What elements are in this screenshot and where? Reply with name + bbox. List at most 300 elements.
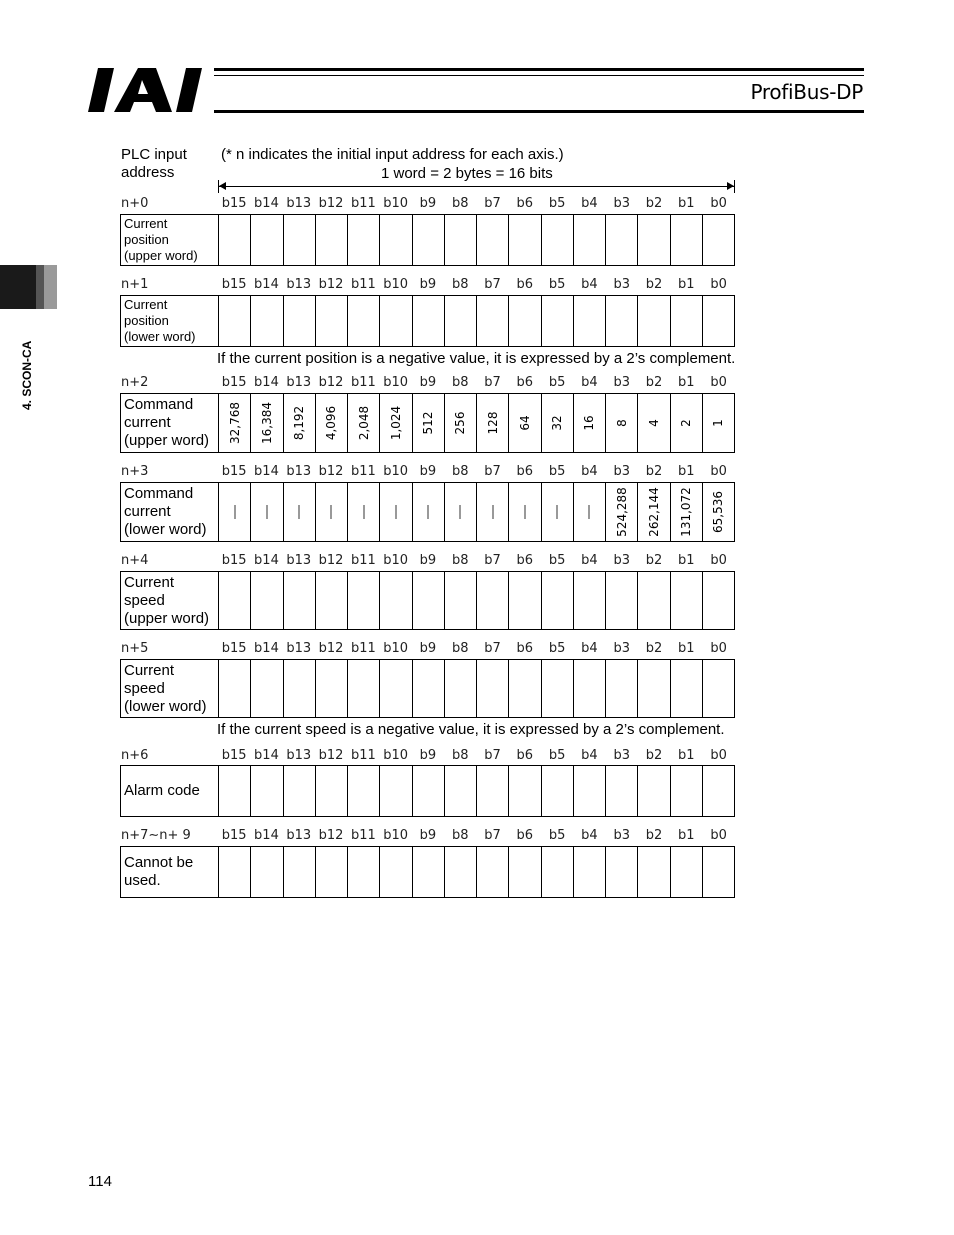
bit-label: b14 [254,641,279,656]
register-table [120,393,735,453]
bit-label: b0 [710,375,727,390]
bit-cell [284,847,316,897]
bit-cell [413,660,445,717]
bit-label: b14 [254,464,279,479]
bit-cell [606,847,638,897]
bit-cell [445,296,477,346]
bit-cell [638,766,670,816]
register-name-line: current [124,503,171,520]
address-note: (* n indicates the initial input address for each axis.) [221,146,564,163]
bit-label: b6 [516,641,534,656]
bit-label: b14 [254,748,279,763]
bit-label: b0 [710,277,727,292]
word-span-tick-right [734,180,735,193]
bit-cell [413,215,445,265]
bit-cell [509,296,541,346]
register-address: n+6 [121,748,149,763]
bit-cell [477,215,509,265]
bit-cell [413,394,445,452]
bit-header-row [218,277,735,295]
register-address: n+3 [121,464,149,479]
bit-cell [574,847,606,897]
bit-cell [316,766,348,816]
bit-label: b6 [516,375,534,390]
chapter-tab-marker [0,265,57,309]
bit-cell [316,394,348,452]
register-table [120,571,735,630]
bit-weight-value: 2,048 [356,405,371,441]
bit-cell [542,394,574,452]
bit-cell [284,296,316,346]
bit-label: b4 [581,196,598,211]
bit-label: b5 [548,641,566,656]
bit-label: b6 [516,464,534,479]
bit-label: b1 [678,277,695,292]
register-name-line: Current [124,661,175,679]
bit-cell-continuation-mark [460,505,461,519]
bit-cell [542,660,574,717]
bit-weight-value: 256 [453,411,468,435]
bit-label: b5 [548,196,566,211]
bit-cell [413,766,445,816]
bit-cell [380,847,412,897]
bit-label: b0 [710,828,727,843]
header-title: ProfiBus-DP [750,80,863,104]
bit-label: b12 [318,375,344,390]
bit-weight-value: 8,192 [292,405,307,441]
register-name-line: Command [124,485,194,502]
bit-label: b2 [645,828,663,843]
bit-label: b3 [613,375,630,390]
bit-cell [509,572,541,629]
bit-label: b1 [678,553,695,568]
word-span-line [219,186,734,187]
twos-complement-note: If the current speed is a negative value, it is expressed by a 2’s complement. [217,721,725,738]
register-table [120,214,735,266]
bit-cell [671,483,703,541]
bit-label: b5 [548,553,566,568]
bit-label: b3 [613,641,630,656]
bit-cell [703,660,734,717]
bit-cell [606,215,638,265]
register-table [120,659,735,718]
bit-cell [219,394,251,452]
register-name [121,660,219,717]
bit-cell [542,483,574,541]
bit-cell [509,215,541,265]
bit-label: b3 [613,196,630,211]
bit-label: b3 [613,464,630,479]
bit-weight-value: 8 [614,419,629,427]
register-name-line: position [124,313,169,328]
bit-label: b8 [451,641,469,656]
bit-cell [638,215,670,265]
iai-logo [86,66,206,114]
bit-cell-continuation-mark [524,505,525,519]
bit-label: b3 [613,553,630,568]
bit-cell [542,572,574,629]
bit-label: b5 [548,277,566,292]
bit-label: b15 [221,553,247,568]
bit-cell [219,483,251,541]
bit-weight-value: 1 [711,419,726,427]
bit-cell [284,483,316,541]
bit-cell [348,660,380,717]
bit-label: b6 [516,748,534,763]
register-name-line: Current [124,216,168,231]
bit-cell [574,296,606,346]
bit-cell-continuation-mark [589,505,590,519]
bit-label: b9 [419,196,437,211]
bit-cell [251,847,283,897]
register-address: n+0 [121,196,149,211]
bit-cell [606,660,638,717]
bit-label: b7 [484,375,501,390]
bit-cell [380,483,412,541]
bit-cell [380,660,412,717]
register-name-line: position [124,232,169,247]
bit-cell [348,847,380,897]
bit-cell [251,394,283,452]
bit-label: b11 [350,464,376,479]
bit-label: b8 [451,375,469,390]
register-name-line: Current [124,297,168,312]
bit-cell [509,660,541,717]
bit-label: b7 [484,277,501,292]
bit-cell [413,296,445,346]
bit-cell [703,296,734,346]
bit-header-row [218,828,735,846]
bit-weight-value: 65,536 [711,491,726,533]
register-name [121,572,219,629]
bit-cell [542,296,574,346]
bit-label: b5 [548,828,566,843]
bit-weight-value: 32 [550,415,565,431]
register-name [121,847,219,897]
register-name-line: (lower word) [124,329,196,344]
bit-label: b15 [221,196,247,211]
bit-cell [413,572,445,629]
bit-label: b3 [613,748,630,763]
chapter-label: 4. SCON-CA [20,340,34,410]
bit-label: b14 [254,375,279,390]
register-name-line: Cannot be [124,854,194,871]
bit-label: b12 [318,464,344,479]
register-address: n+2 [121,375,149,390]
bit-label: b10 [383,748,409,763]
plc-input-address-label: PLC input address [121,146,187,181]
bit-cell [477,296,509,346]
bit-cell [477,572,509,629]
bit-label: b15 [221,277,247,292]
register-table [120,482,735,542]
bit-cell [606,483,638,541]
bit-cell [671,660,703,717]
bit-label: b12 [318,196,344,211]
bit-label: b15 [221,464,247,479]
bit-label: b7 [484,464,501,479]
bit-label: b1 [678,464,695,479]
bit-cell [477,394,509,452]
bit-cell [703,483,734,541]
bit-label: b5 [548,464,566,479]
bit-weight-value: 4 [646,419,661,427]
bit-cell [219,215,251,265]
bit-label: b13 [286,748,312,763]
register-name-line: current [124,414,171,431]
bit-cell [348,296,380,346]
register-name-line: (lower word) [124,697,207,715]
bit-cell [671,215,703,265]
bit-cell [574,660,606,717]
bit-label: b7 [484,828,501,843]
bit-label: b11 [350,641,376,656]
bit-cell [574,215,606,265]
bit-label: b4 [581,277,598,292]
bit-label: b6 [516,196,534,211]
bit-cell-continuation-mark [331,505,332,519]
bit-cell [284,572,316,629]
bit-label: b14 [254,553,279,568]
bit-cell [606,572,638,629]
bit-cell [251,483,283,541]
bit-label: b2 [645,748,663,763]
bit-cell [380,572,412,629]
bit-weight-value: 64 [517,415,532,431]
bit-label: b8 [451,553,469,568]
register-table [120,846,735,898]
bit-cell [638,394,670,452]
bit-label: b13 [286,828,312,843]
bit-cell [638,847,670,897]
bit-cell [477,847,509,897]
bit-label: b12 [318,641,344,656]
bit-cell [542,847,574,897]
bit-cell [380,766,412,816]
bit-cell [606,766,638,816]
bit-label: b12 [318,748,344,763]
bit-label: b8 [451,748,469,763]
bit-cell [316,572,348,629]
bit-label: b2 [645,464,663,479]
bit-label: b4 [581,641,598,656]
register-name-line: Alarm code [124,782,200,799]
bit-cell [574,766,606,816]
bit-cell [348,483,380,541]
bit-weight-value: 32,768 [227,402,242,444]
twos-complement-note: If the current position is a negative value, it is expressed by a 2’s complement. [217,350,736,367]
register-name [121,215,219,265]
bit-cell [574,483,606,541]
bit-cell [284,394,316,452]
bit-cell [251,215,283,265]
bit-cell [445,483,477,541]
bit-label: b14 [254,196,279,211]
bit-cell [509,394,541,452]
bit-label: b9 [419,641,437,656]
register-name [121,394,219,452]
bit-cell [219,660,251,717]
bit-cell-continuation-mark [395,505,396,519]
bit-weight-value: 4,096 [324,405,339,441]
bit-cell [251,766,283,816]
bit-cell [445,660,477,717]
word-size-note: 1 word = 2 bytes = 16 bits [381,165,553,182]
register-name-line: (upper word) [124,248,198,263]
bit-label: b5 [548,748,566,763]
header-rule [214,68,864,71]
bit-label: b2 [645,553,663,568]
bit-cell [219,847,251,897]
bit-label: b7 [484,641,501,656]
register-name-line: speed [124,679,165,697]
bit-label: b3 [613,277,630,292]
bit-label: b0 [710,196,727,211]
header-rule-bottom [214,110,864,113]
bit-cell [703,215,734,265]
bit-label: b14 [254,828,279,843]
bit-cell-continuation-mark [299,505,300,519]
bit-cell [445,766,477,816]
bit-cell [509,766,541,816]
bit-cell [348,215,380,265]
bit-weight-value: 131,072 [679,487,694,537]
bit-cell [509,483,541,541]
bit-cell-continuation-mark [557,505,558,519]
bit-cell [477,660,509,717]
register-table [120,295,735,347]
bit-cell [542,215,574,265]
bit-weight-value: 16,384 [259,402,274,444]
bit-cell [316,296,348,346]
bit-label: b0 [710,641,727,656]
bit-cell [638,296,670,346]
bit-label: b1 [678,828,695,843]
bit-label: b8 [451,464,469,479]
bit-cell [251,572,283,629]
bit-cell [445,394,477,452]
bit-cell-continuation-mark [428,505,429,519]
bit-label: b8 [451,277,469,292]
bit-label: b0 [710,464,727,479]
bit-cell [638,572,670,629]
bit-cell [219,766,251,816]
bit-label: b1 [678,196,695,211]
header-rule-thin [214,75,864,76]
bit-header-row [218,375,735,393]
bit-cell-continuation-mark [234,505,235,519]
bit-cell [671,572,703,629]
bit-cell [348,394,380,452]
bit-cell-continuation-mark [492,505,493,519]
bit-label: b5 [548,375,566,390]
bit-cell [316,215,348,265]
bit-cell [638,483,670,541]
bit-label: b13 [286,277,312,292]
bit-cell [671,296,703,346]
register-name-line: speed [124,591,165,609]
bit-cell [413,847,445,897]
bit-cell [284,660,316,717]
bit-cell [348,766,380,816]
bit-label: b8 [451,196,469,211]
bit-label: b9 [419,748,437,763]
bit-label: b12 [318,553,344,568]
bit-label: b15 [221,375,247,390]
register-name-line: Current [124,573,175,591]
bit-label: b13 [286,641,312,656]
bit-weight-value: 524,288 [614,487,629,537]
bit-cell [380,215,412,265]
arrow-right-icon [727,182,734,190]
bit-cell [380,296,412,346]
bit-label: b10 [383,464,409,479]
bit-label: b11 [350,277,376,292]
bit-cell [348,572,380,629]
bit-cell [284,766,316,816]
bit-header-row [218,196,735,214]
bit-cell [251,660,283,717]
register-table [120,765,735,817]
bit-label: b1 [678,375,695,390]
bit-label: b9 [419,828,437,843]
bit-header-row [218,464,735,482]
bit-label: b6 [516,828,534,843]
bit-weight-value: 262,144 [646,487,661,537]
bit-cell [380,394,412,452]
bit-cell [445,572,477,629]
bit-weight-value: 512 [421,411,436,435]
bit-label: b11 [350,748,376,763]
bit-label: b10 [383,641,409,656]
bit-cell [477,766,509,816]
bit-label: b3 [613,828,630,843]
register-name-line: used. [124,872,161,889]
bit-label: b8 [451,828,469,843]
bit-cell [509,847,541,897]
bit-label: b11 [350,375,376,390]
bit-header-row [218,641,735,659]
bit-label: b13 [286,464,312,479]
bit-label: b13 [286,196,312,211]
bit-cell [574,394,606,452]
bit-cell [703,394,734,452]
bit-cell [477,483,509,541]
bit-label: b4 [581,375,598,390]
bit-cell [316,660,348,717]
bit-cell [638,660,670,717]
bit-label: b6 [516,553,534,568]
bit-cell [251,296,283,346]
bit-label: b4 [581,748,598,763]
bit-label: b15 [221,748,247,763]
bit-label: b6 [516,277,534,292]
bit-label: b9 [419,553,437,568]
register-address: n+5 [121,641,149,656]
register-name [121,483,219,541]
bit-cell [671,394,703,452]
bit-weight-value: 2 [679,419,694,427]
bit-weight-value: 16 [582,415,597,431]
bit-label: b11 [350,196,376,211]
bit-cell [606,394,638,452]
bit-weight-value: 128 [485,411,500,435]
bit-cell [606,296,638,346]
bit-label: b0 [710,748,727,763]
bit-label: b10 [383,277,409,292]
bit-label: b13 [286,553,312,568]
bit-label: b7 [484,196,501,211]
